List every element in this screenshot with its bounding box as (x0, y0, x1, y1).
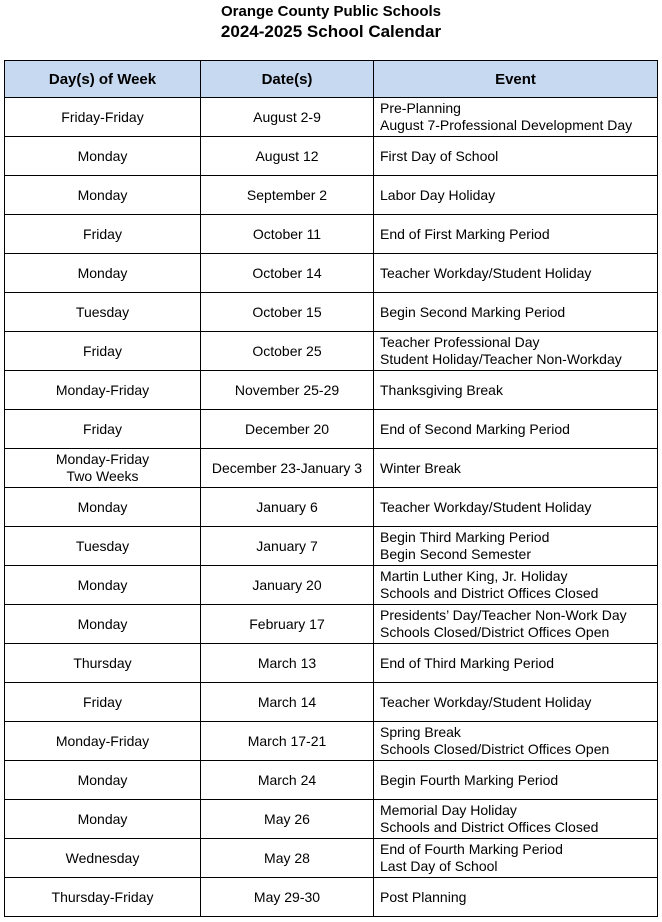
day-of-week-cell (5, 644, 201, 683)
day-of-week-cell (5, 137, 201, 176)
event-cell (374, 722, 658, 761)
table-row (5, 683, 658, 722)
day-of-week-cell (5, 878, 201, 917)
date-cell: March 14 (201, 683, 374, 722)
day-of-week-text: Friday (83, 225, 122, 242)
event-text: Post Planning (380, 888, 467, 905)
event-text: Last Day of School (380, 858, 498, 874)
event-text: Labor Day Holiday (380, 186, 496, 203)
event-text: Schools and District Offices Closed (380, 585, 599, 601)
event-cell (374, 566, 658, 605)
table-row (5, 488, 658, 527)
column-header-day: Day(s) of Week (5, 61, 201, 98)
day-of-week-cell (5, 800, 201, 839)
event-text: Martin Luther King, Jr. Holiday (380, 568, 568, 584)
day-of-week-text: Monday (77, 810, 128, 827)
day-of-week-text: Monday-Friday (55, 451, 150, 467)
event-text: End of Fourth Marking Period (380, 841, 563, 857)
event-cell (374, 98, 658, 137)
table-row (5, 371, 658, 410)
event-cell (374, 761, 658, 800)
day-of-week-cell (5, 293, 201, 332)
table-row (5, 800, 658, 839)
event-text: Begin Third Marking Period (380, 529, 550, 545)
day-of-week-text: Friday (83, 342, 122, 359)
date-cell: October 11 (201, 215, 374, 254)
table-row (5, 176, 658, 215)
day-of-week-cell (5, 215, 201, 254)
event-cell (374, 293, 658, 332)
day-of-week-text: Monday (77, 498, 128, 515)
event-cell (374, 332, 658, 371)
day-of-week-text: Friday-Friday (61, 108, 144, 125)
table-header-row (5, 61, 658, 98)
day-of-week-cell (5, 98, 201, 137)
day-of-week-cell (5, 332, 201, 371)
table-row (5, 332, 658, 371)
date-cell: December 20 (201, 410, 374, 449)
event-text: Teacher Workday/Student Holiday (380, 498, 592, 515)
day-of-week-text: Wednesday (65, 849, 140, 866)
day-of-week-text: Thursday-Friday (51, 888, 154, 905)
day-of-week-text: Friday (83, 693, 122, 710)
event-cell (374, 644, 658, 683)
event-cell (374, 527, 658, 566)
day-of-week-cell (5, 449, 201, 488)
date-cell: January 7 (201, 527, 374, 566)
day-of-week-text: Monday (77, 147, 128, 164)
day-of-week-text: Monday-Friday (55, 381, 150, 398)
day-of-week-text: Two Weeks (66, 468, 139, 484)
event-text: Begin Second Marking Period (380, 303, 566, 320)
event-text: Schools Closed/District Offices Open (380, 624, 610, 640)
event-text: Teacher Professional Day (380, 334, 540, 350)
calendar-title: 2024-2025 School Calendar (220, 22, 442, 41)
day-of-week-cell (5, 566, 201, 605)
table-row (5, 527, 658, 566)
day-of-week-text: Thursday (73, 654, 132, 671)
table-row (5, 449, 658, 488)
table-row (5, 878, 658, 917)
event-text: Begin Fourth Marking Period (380, 771, 559, 788)
date-cell: January 20 (201, 566, 374, 605)
table-row (5, 566, 658, 605)
table-row (5, 839, 658, 878)
date-cell: May 29-30 (201, 878, 374, 917)
event-text: August 7-Professional Development Day (380, 117, 633, 133)
calendar-table (4, 60, 658, 917)
event-cell (374, 215, 658, 254)
table-row (5, 137, 658, 176)
table-row (5, 410, 658, 449)
event-cell (374, 488, 658, 527)
event-cell (374, 137, 658, 176)
date-cell: October 14 (201, 254, 374, 293)
day-of-week-cell (5, 683, 201, 722)
event-text: End of First Marking Period (380, 225, 550, 242)
day-of-week-cell (5, 254, 201, 293)
date-cell: August 2-9 (201, 98, 374, 137)
event-cell (374, 683, 658, 722)
date-cell: October 15 (201, 293, 374, 332)
event-text: Student Holiday/Teacher Non-Workday (380, 351, 622, 367)
day-of-week-text: Monday (77, 186, 128, 203)
event-text: Winter Break (380, 459, 461, 476)
event-cell (374, 878, 658, 917)
day-of-week-cell (5, 176, 201, 215)
date-cell: December 23-January 3 (201, 449, 374, 488)
event-text: Begin Second Semester (380, 546, 531, 562)
event-text: Schools Closed/District Offices Open (380, 741, 610, 757)
table-body (5, 98, 658, 917)
event-text: Teacher Workday/Student Holiday (380, 693, 592, 710)
event-text: Memorial Day Holiday (380, 802, 517, 818)
day-of-week-cell (5, 371, 201, 410)
table-row (5, 644, 658, 683)
date-cell: March 17-21 (201, 722, 374, 761)
date-cell: February 17 (201, 605, 374, 644)
event-text: Pre-Planning (380, 100, 461, 116)
column-header-date: Date(s) (201, 61, 374, 98)
event-text: Thanksgiving Break (380, 381, 503, 398)
event-text: End of Second Marking Period (380, 420, 570, 437)
day-of-week-text: Tuesday (75, 537, 130, 554)
event-cell (374, 254, 658, 293)
table-row (5, 215, 658, 254)
day-of-week-cell (5, 605, 201, 644)
date-cell: October 25 (201, 332, 374, 371)
day-of-week-cell (5, 839, 201, 878)
event-text: Schools and District Offices Closed (380, 819, 599, 835)
event-text: Presidents’ Day/Teacher Non-Work Day (380, 607, 627, 623)
table-row (5, 605, 658, 644)
document-header (0, 0, 662, 57)
event-cell (374, 371, 658, 410)
table-row (5, 254, 658, 293)
day-of-week-cell (5, 527, 201, 566)
event-cell (374, 449, 658, 488)
event-cell (374, 605, 658, 644)
organization-name: Orange County Public Schools (220, 3, 442, 20)
date-cell: March 24 (201, 761, 374, 800)
day-of-week-text: Tuesday (75, 303, 130, 320)
event-text: Spring Break (380, 724, 461, 740)
date-cell: January 6 (201, 488, 374, 527)
day-of-week-text: Monday-Friday (55, 732, 150, 749)
date-cell: May 26 (201, 800, 374, 839)
event-text: End of Third Marking Period (380, 654, 555, 671)
column-header-event: Event (374, 61, 658, 98)
date-cell: March 13 (201, 644, 374, 683)
date-cell: August 12 (201, 137, 374, 176)
event-cell (374, 176, 658, 215)
day-of-week-cell (5, 722, 201, 761)
event-cell (374, 839, 658, 878)
table-row (5, 293, 658, 332)
day-of-week-cell (5, 488, 201, 527)
day-of-week-text: Monday (77, 771, 128, 788)
date-cell: September 2 (201, 176, 374, 215)
table-row (5, 761, 658, 800)
date-cell: November 25-29 (201, 371, 374, 410)
day-of-week-text: Monday (77, 576, 128, 593)
event-text: Teacher Workday/Student Holiday (380, 264, 592, 281)
table-row (5, 98, 658, 137)
day-of-week-cell (5, 761, 201, 800)
day-of-week-text: Friday (83, 420, 122, 437)
table-row (5, 722, 658, 761)
event-text: First Day of School (380, 147, 499, 164)
day-of-week-cell (5, 410, 201, 449)
date-cell: May 28 (201, 839, 374, 878)
day-of-week-text: Monday (77, 264, 128, 281)
event-cell (374, 410, 658, 449)
day-of-week-text: Monday (77, 615, 128, 632)
event-cell (374, 800, 658, 839)
